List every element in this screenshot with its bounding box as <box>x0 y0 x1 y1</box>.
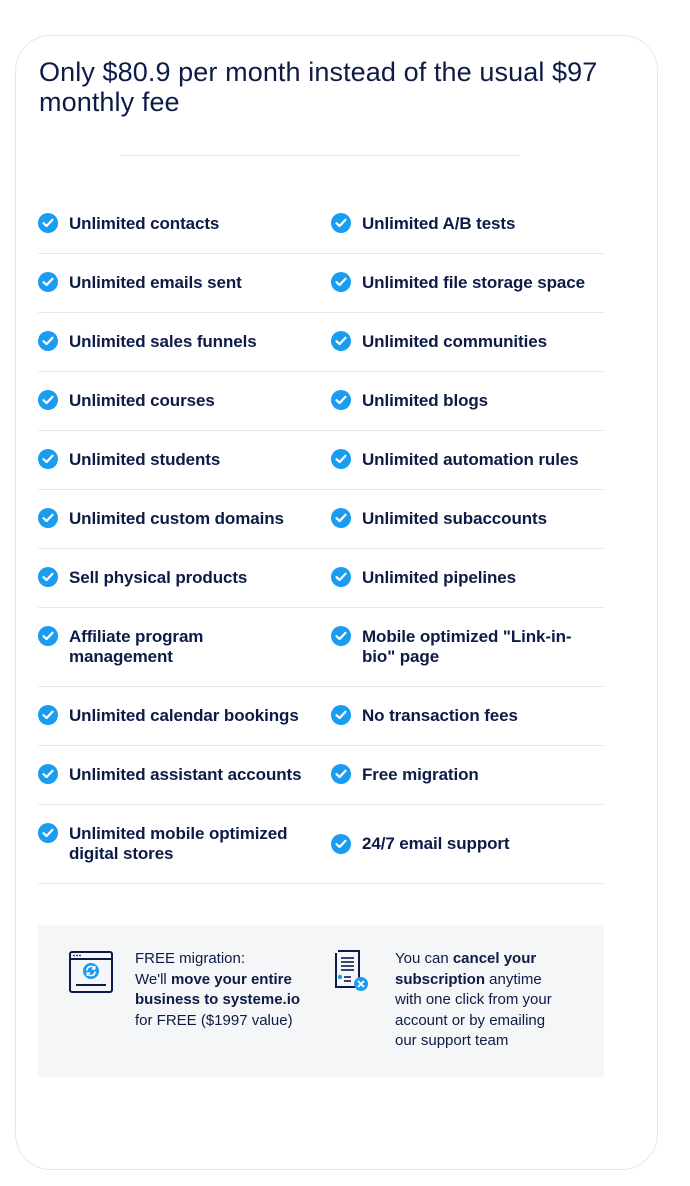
feature-label: Unlimited contacts <box>69 214 220 233</box>
check-icon <box>331 449 351 469</box>
feature-label: Unlimited mobile optimized digital stores <box>69 824 288 863</box>
check-icon <box>38 390 58 410</box>
cancel-info <box>331 949 591 1052</box>
feature-label: Unlimited custom domains <box>69 509 284 528</box>
check-icon <box>331 508 351 528</box>
check-icon <box>331 834 351 854</box>
divider <box>120 155 520 156</box>
check-icon <box>38 567 58 587</box>
feature-item <box>38 746 331 804</box>
cancel-pre: You can <box>395 950 453 967</box>
feature-row <box>38 805 604 884</box>
feature-label: Free migration <box>362 765 479 784</box>
feature-label: Unlimited calendar bookings <box>69 706 299 725</box>
check-icon <box>331 705 351 725</box>
check-icon <box>331 390 351 410</box>
feature-item <box>331 195 604 253</box>
feature-row <box>38 313 604 372</box>
check-icon <box>38 331 58 351</box>
migration-bold: move your entire business to systeme.io <box>135 970 301 1008</box>
feature-item <box>38 549 331 607</box>
check-icon <box>38 626 58 646</box>
feature-label: Mobile optimized "Link-in-bio" page <box>362 627 572 666</box>
feature-item <box>331 549 604 607</box>
feature-item <box>38 195 331 253</box>
feature-row <box>38 372 604 431</box>
check-icon <box>331 764 351 784</box>
feature-row <box>38 254 604 313</box>
page-title: Only $80.9 per month instead of the usual $97 monthly fee <box>39 57 598 117</box>
check-icon <box>38 449 58 469</box>
feature-label: Sell physical products <box>69 568 248 587</box>
feature-item <box>38 490 331 548</box>
migration-line2 <box>135 970 318 1032</box>
check-icon <box>331 331 351 351</box>
feature-row <box>38 746 604 805</box>
feature-item <box>38 805 331 883</box>
feature-row <box>38 195 604 254</box>
feature-item <box>331 431 604 489</box>
feature-label: No transaction fees <box>362 706 518 725</box>
feature-item <box>331 490 604 548</box>
check-icon <box>38 508 58 528</box>
feature-item <box>38 372 331 430</box>
feature-label: Unlimited sales funnels <box>69 332 257 351</box>
cancel-bold: cancel your subscription <box>395 950 537 988</box>
migration-line1: FREE migration: <box>135 950 246 967</box>
migration-info <box>68 949 318 1031</box>
feature-row <box>38 608 604 687</box>
feature-item <box>38 254 331 312</box>
feature-item <box>331 687 604 745</box>
feature-label: Unlimited subaccounts <box>362 509 547 528</box>
feature-item <box>331 313 604 371</box>
cancel-post: anytime with one click from your account or by emailing our support team <box>395 970 552 1049</box>
feature-row <box>38 431 604 490</box>
feature-row <box>38 687 604 746</box>
check-icon <box>38 823 58 843</box>
feature-item <box>38 687 331 745</box>
feature-label: 24/7 email support <box>362 834 510 853</box>
check-icon <box>331 272 351 292</box>
feature-list <box>38 195 604 884</box>
migration-post: for FREE ($1997 value) <box>135 1011 293 1029</box>
feature-row <box>38 490 604 549</box>
check-icon <box>38 272 58 292</box>
feature-label: Unlimited A/B tests <box>362 214 516 233</box>
feature-item <box>331 805 604 883</box>
feature-label: Unlimited blogs <box>362 391 489 410</box>
feature-item <box>331 608 604 686</box>
feature-item <box>38 608 331 686</box>
check-icon <box>38 213 58 233</box>
migration-text <box>135 949 318 1031</box>
info-panel <box>38 925 604 1077</box>
feature-item <box>331 254 604 312</box>
feature-label: Unlimited automation rules <box>362 450 579 469</box>
browser-sync-icon <box>68 949 114 995</box>
feature-label: Unlimited courses <box>69 391 215 410</box>
feature-label: Unlimited students <box>69 450 221 469</box>
check-icon <box>38 705 58 725</box>
feature-item <box>38 313 331 371</box>
check-icon <box>331 626 351 646</box>
feature-row <box>38 549 604 608</box>
cancel-text <box>395 949 565 1052</box>
feature-label: Affiliate program management <box>69 627 204 666</box>
feature-label: Unlimited assistant accounts <box>69 765 302 784</box>
check-icon <box>331 567 351 587</box>
document-cancel-icon <box>331 949 371 995</box>
feature-item <box>38 431 331 489</box>
feature-item <box>331 372 604 430</box>
feature-label: Unlimited file storage space <box>362 273 585 292</box>
check-icon <box>331 213 351 233</box>
feature-label: Unlimited communities <box>362 332 547 351</box>
feature-label: Unlimited pipelines <box>362 568 516 587</box>
migration-pre: We'll <box>135 970 171 988</box>
feature-label: Unlimited emails sent <box>69 273 242 292</box>
check-icon <box>38 764 58 784</box>
feature-item <box>331 746 604 804</box>
